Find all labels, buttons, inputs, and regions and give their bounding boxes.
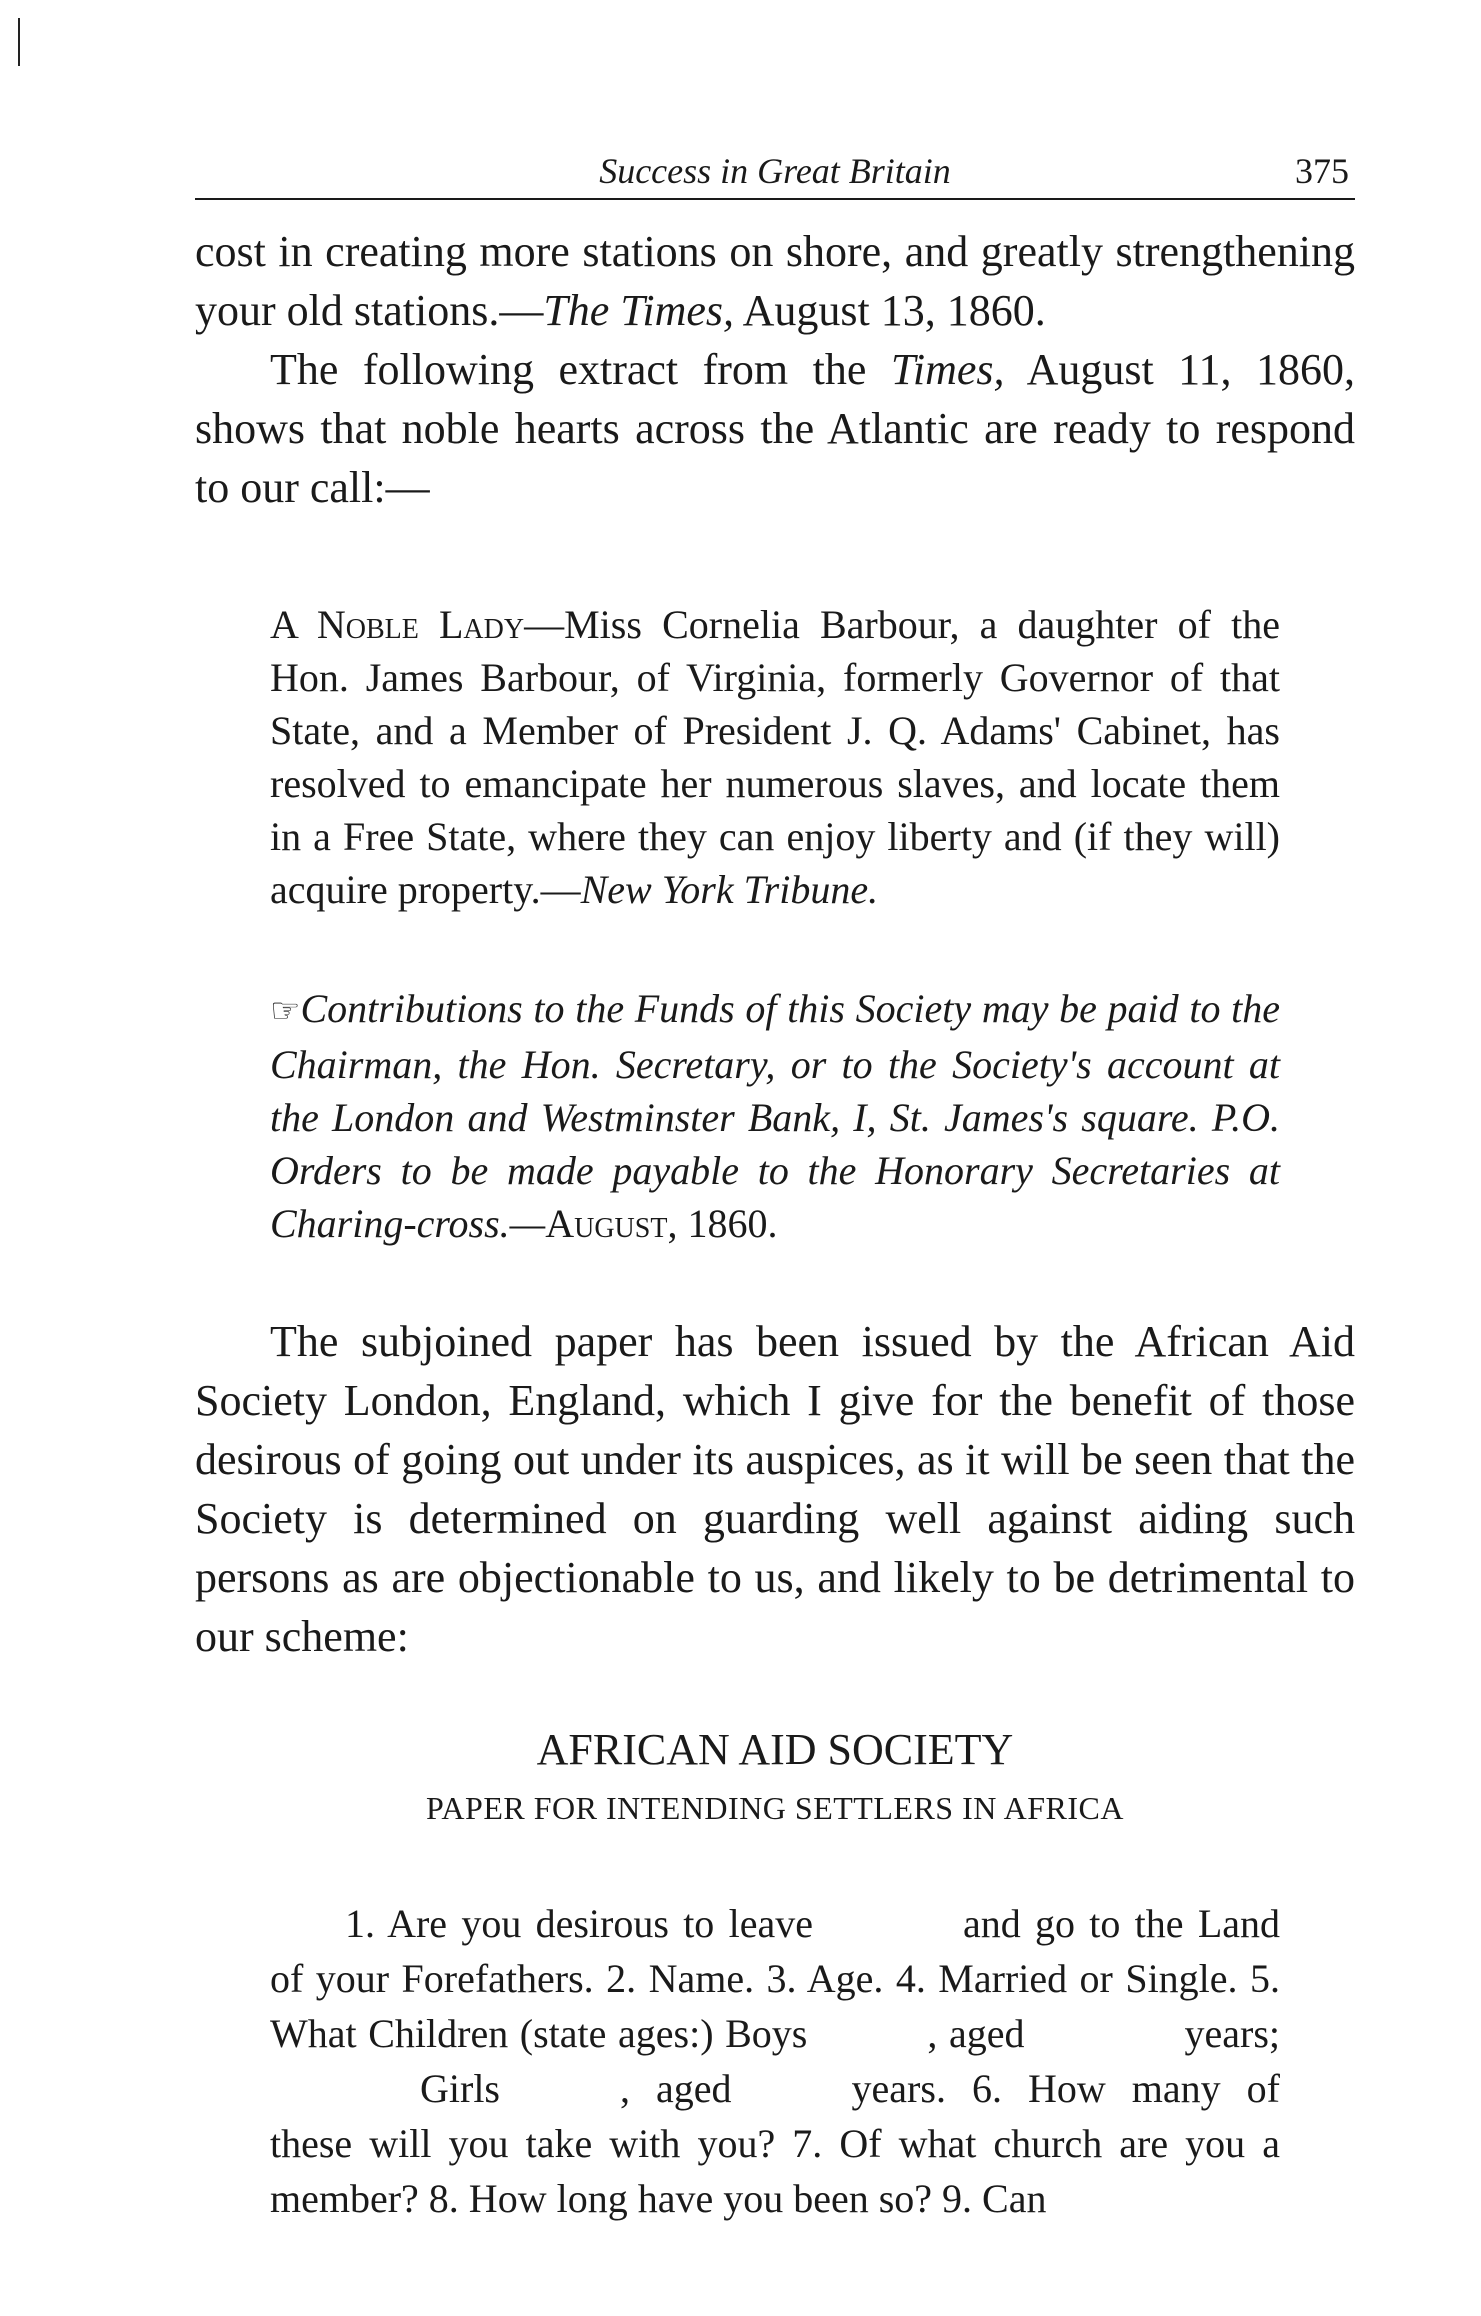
paragraph2-post: August 11, 1860, shows that noble hearts across the Atlantic are ready to respond to our call:— bbox=[195, 345, 1355, 512]
years-2: years. 6. How many of these will you take with you? 7. Of what church are you a member? 8. How long have you been so? 9. Can bbox=[270, 2066, 1281, 2221]
paragraph1-text: cost in creating more stations on shore, and greatly strengthening your old stations.— bbox=[195, 227, 1355, 335]
paragraph2-italic: Times, bbox=[890, 345, 1005, 394]
paragraph1-date: August 13, 1860. bbox=[734, 286, 1046, 335]
paragraph2-pre: The following extract from the bbox=[270, 345, 891, 394]
body-paragraphs bbox=[195, 222, 1355, 517]
scan-edge-mark bbox=[18, 18, 20, 66]
quote-source: New York Tribune. bbox=[580, 867, 879, 912]
girls-label: Girls bbox=[420, 2066, 500, 2111]
form-title: AFRICAN AID SOCIETY bbox=[536, 1725, 1014, 1774]
paragraph-extract-intro bbox=[195, 340, 1355, 517]
notice-text: Contributions to the Funds of this Society may be paid to the Chairman, the Hon. Secretary, or to the Society's account at the London and Westminster Bank, I, St. James's square. P.O. Orders to be made payable to the Honorary Secretaries at Charing-cross.— bbox=[270, 986, 1280, 1246]
settler-questionnaire bbox=[270, 1896, 1280, 2226]
page-number: 375 bbox=[1295, 151, 1349, 191]
notice-year: , 1860. bbox=[667, 1201, 778, 1246]
aged-1: , aged bbox=[927, 2011, 1025, 2056]
running-head: Success in Great Britain bbox=[599, 151, 951, 191]
pointing-hand-icon: ☞ bbox=[270, 993, 301, 1030]
quote-body: —Miss Cornelia Barbour, a daughter of the Hon. James Barbour, of Virginia, formerly Governor of that State, and a Member of President J. Q. Adams' Cabinet, has resolved to emancipate her numerous slaves, and locate them in a Free State, where they can enjoy liberty and (if they will) acquire property.— bbox=[270, 602, 1281, 912]
quote-heading: A Noble Lady bbox=[270, 602, 525, 647]
block-quote bbox=[270, 598, 1280, 916]
form-subtitle: PAPER FOR INTENDING SETTLERS IN AFRICA bbox=[426, 1790, 1124, 1826]
paragraph-subjoined-paper: The subjoined paper has been issued by the African Aid Society London, England, which I give for the benefit of those desirous of going out under its auspices, as it will be seen that the Society is determined on guarding well against aiding such persons as are objectionable to us, and likely to be detrimental to our scheme: bbox=[195, 1317, 1355, 1661]
page-header bbox=[195, 148, 1355, 200]
aged-2: , aged bbox=[620, 2066, 732, 2111]
contributions-notice bbox=[270, 982, 1280, 1250]
years-1: years; bbox=[1184, 2011, 1280, 2056]
notice-month: August bbox=[545, 1201, 668, 1246]
question-1a: 1. Are you desirous to leave bbox=[345, 1901, 813, 1946]
paragraph1-source: The Times, bbox=[543, 286, 735, 335]
question-1b: and go to the Land of your Forefathers. 2. Name. 3. Age. 4. Married or Single. 5. What Children (state ages:) Boys bbox=[270, 1901, 1281, 2056]
paragraph-continuation bbox=[195, 222, 1355, 340]
